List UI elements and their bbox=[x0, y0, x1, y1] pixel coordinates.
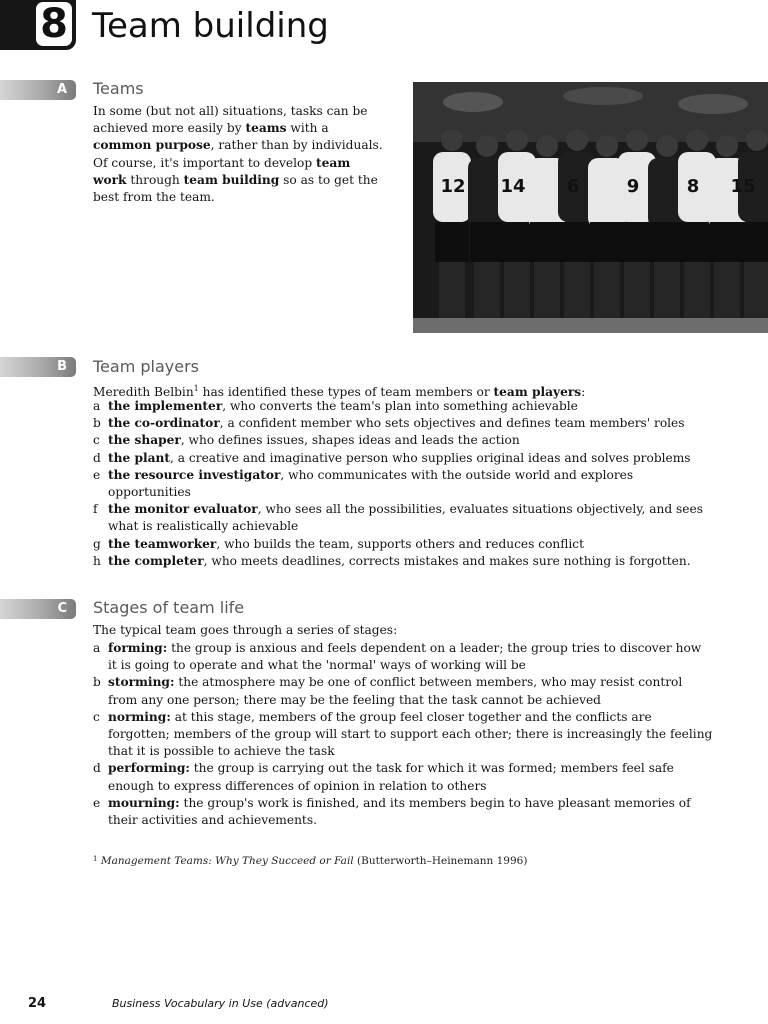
team-stage-item bbox=[93, 795, 713, 829]
lead-text: has identified these types of team members or bbox=[198, 385, 494, 400]
team-stage-item bbox=[93, 760, 713, 794]
jersey-number: 8 bbox=[686, 176, 700, 197]
unit-number: 8 bbox=[36, 2, 72, 46]
list-letter: b bbox=[93, 416, 101, 431]
player-head bbox=[716, 135, 738, 157]
list-letter: c bbox=[93, 709, 100, 724]
team-player-item bbox=[93, 432, 713, 449]
player-legs bbox=[534, 262, 560, 318]
list-term: the implementer bbox=[108, 399, 223, 413]
list-term: performing: bbox=[108, 761, 190, 776]
player-legs bbox=[594, 262, 620, 318]
team-huddle-photo bbox=[413, 82, 768, 333]
jersey-number: 12 bbox=[440, 176, 466, 197]
list-term: the co-ordinator bbox=[108, 416, 220, 431]
key-term: common purpose bbox=[93, 138, 211, 153]
player-head bbox=[686, 129, 708, 151]
player-legs bbox=[439, 262, 465, 318]
list-description: the group is anxious and feels dependent on a leader; the group tries to discover how it is going to operate and what the 'normal' ways of working will be bbox=[108, 641, 702, 673]
belbin-name: Meredith Belbin bbox=[93, 385, 194, 400]
list-term: the completer bbox=[108, 553, 204, 568]
player-shorts bbox=[590, 222, 624, 262]
list-letter: d bbox=[93, 761, 101, 776]
list-description: , who sees all the possibilities, evaluates situations objectively, and sees what is realistically achievable bbox=[108, 502, 703, 534]
team-player-item bbox=[93, 467, 713, 501]
book-title: Business Vocabulary in Use (advanced) bbox=[112, 997, 329, 1010]
player-head bbox=[626, 129, 648, 151]
list-letter: d bbox=[93, 450, 101, 465]
list-letter: f bbox=[93, 502, 98, 517]
list-description: , who converts the team's plan into something achievable bbox=[222, 399, 578, 413]
list-term: norming: bbox=[108, 709, 171, 724]
team-player-item bbox=[93, 553, 713, 570]
player-legs bbox=[744, 262, 768, 318]
jersey-number: 9 bbox=[626, 176, 640, 197]
team-player-item bbox=[93, 398, 713, 415]
player-shorts bbox=[530, 222, 564, 262]
list-description: , who defines issues, shapes ideas and leads the action bbox=[180, 433, 520, 448]
player-legs bbox=[624, 262, 650, 318]
section-c-label bbox=[0, 599, 76, 619]
list-letter: g bbox=[93, 536, 101, 551]
key-term: team work bbox=[93, 155, 351, 187]
player-shorts bbox=[435, 222, 469, 262]
unit-title: Team building bbox=[92, 6, 329, 46]
team-player-item bbox=[93, 536, 713, 553]
section-a-letter: A bbox=[56, 82, 67, 97]
player-head bbox=[596, 135, 618, 157]
team-stage-item bbox=[93, 640, 713, 674]
list-description: the group is carrying out the task for which it was formed; members feel safe enough to express differences of opinion in relation to others bbox=[108, 761, 674, 793]
section-c-letter: C bbox=[57, 601, 67, 616]
list-description: , who communicates with the outside world and explores opportunities bbox=[108, 467, 634, 500]
team-player-item bbox=[93, 415, 713, 432]
jersey-number: 14 bbox=[500, 176, 526, 197]
player-head bbox=[656, 135, 678, 157]
player-legs bbox=[714, 262, 740, 318]
section-a-label bbox=[0, 80, 76, 100]
list-letter: a bbox=[93, 641, 101, 655]
list-letter: h bbox=[93, 553, 101, 568]
player-legs bbox=[654, 262, 680, 318]
player-shorts bbox=[500, 222, 534, 262]
player-shorts bbox=[470, 222, 504, 262]
lead-term: team players bbox=[493, 385, 582, 400]
list-description: , who builds the team, supports others and reduces conflict bbox=[216, 536, 585, 551]
lead-end: : bbox=[581, 385, 586, 400]
list-term: the resource investigator bbox=[108, 467, 281, 482]
player-shorts bbox=[620, 222, 654, 262]
list-term: forming: bbox=[108, 641, 168, 655]
list-term: the shaper bbox=[108, 433, 181, 448]
intro-text: through bbox=[126, 172, 184, 187]
player-legs bbox=[504, 262, 530, 318]
player-head bbox=[566, 129, 588, 151]
player-head bbox=[746, 129, 768, 151]
team-player-item bbox=[93, 501, 713, 535]
section-a-heading: Teams bbox=[93, 79, 144, 98]
list-letter: b bbox=[93, 675, 101, 690]
intro-text: with a bbox=[286, 121, 329, 136]
team-stages-list bbox=[93, 640, 713, 829]
list-description: the atmosphere may be one of conflict between members, who may resist control from any one person; there may be the feeling that the task cannot be achieved bbox=[108, 675, 683, 707]
list-description: , a confident member who sets objectives and defines team members' roles bbox=[219, 416, 685, 431]
team-stage-item bbox=[93, 709, 713, 761]
team-player-item bbox=[93, 450, 713, 467]
section-b-label bbox=[0, 357, 76, 377]
list-term: the monitor evaluator bbox=[108, 502, 258, 517]
section-a-intro bbox=[93, 103, 383, 206]
jersey-number: 6 bbox=[566, 176, 580, 197]
list-letter: e bbox=[93, 467, 101, 482]
footnote bbox=[93, 855, 527, 867]
footnote-marker: 1 bbox=[93, 855, 98, 863]
section-b-heading: Team players bbox=[93, 357, 200, 376]
player-head bbox=[476, 135, 498, 157]
list-term: the teamworker bbox=[108, 536, 217, 551]
footnote-publisher: (Butterworth–Heinemann 1996) bbox=[353, 855, 528, 867]
unit-badge bbox=[0, 0, 76, 50]
team-players-list bbox=[93, 398, 713, 570]
team-stage-item bbox=[93, 674, 713, 708]
list-description: the group's work is finished, and its members begin to have pleasant memories of their activities and achievements. bbox=[108, 795, 691, 828]
page-number: 24 bbox=[28, 996, 47, 1011]
key-term: teams bbox=[245, 121, 287, 136]
footnote-title: Management Teams: Why They Succeed or Fail bbox=[100, 855, 354, 867]
player-legs bbox=[564, 262, 590, 318]
player-head bbox=[536, 135, 558, 157]
list-letter: e bbox=[93, 795, 101, 810]
key-term: team building bbox=[183, 172, 280, 187]
list-description: , a creative and imaginative person who supplies original ideas and solves problems bbox=[170, 450, 691, 465]
list-letter: a bbox=[93, 399, 101, 413]
list-description: at this stage, members of the group feel closer together and the conflicts are forgotten; members of the group will start to support each other; there is increasingly the feeling that it is possible to achieve the task bbox=[108, 709, 713, 759]
player-shorts bbox=[740, 222, 768, 262]
list-term: storming: bbox=[108, 675, 175, 690]
intro-text: , rather than by individuals. Of course, it's important to develop bbox=[93, 138, 383, 170]
list-letter: c bbox=[93, 433, 100, 448]
player-head bbox=[506, 129, 528, 151]
jersey-number: 15 bbox=[730, 176, 756, 197]
list-description: , who meets deadlines, corrects mistakes and makes sure nothing is forgotten. bbox=[203, 553, 691, 568]
player-shorts bbox=[710, 222, 744, 262]
footnote-ref: 1 bbox=[193, 384, 199, 393]
player-legs bbox=[474, 262, 500, 318]
player-shorts bbox=[680, 222, 714, 262]
section-b-letter: B bbox=[57, 359, 67, 374]
section-c-lead: The typical team goes through a series of stages: bbox=[93, 623, 398, 637]
player-shorts bbox=[560, 222, 594, 262]
player-head bbox=[441, 129, 463, 151]
team-huddle-image bbox=[413, 82, 768, 333]
intro-text: so as to get the best from the team. bbox=[93, 172, 378, 205]
player-shorts bbox=[650, 222, 684, 262]
player-legs bbox=[684, 262, 710, 318]
intro-text: In some (but not all) situations, tasks can be achieved more easily by bbox=[93, 104, 368, 136]
section-c-heading: Stages of team life bbox=[93, 598, 245, 617]
list-term: mourning: bbox=[108, 795, 180, 810]
list-term: the plant bbox=[108, 450, 171, 465]
